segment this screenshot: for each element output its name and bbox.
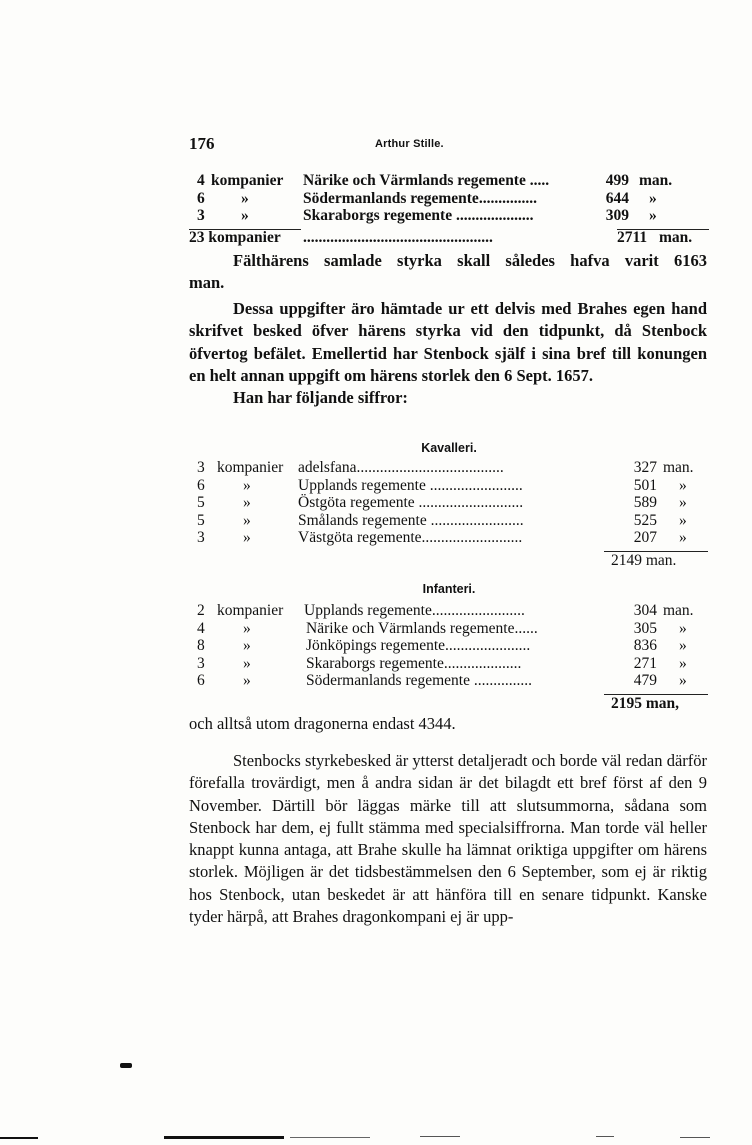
- scan-speck: [120, 1063, 132, 1068]
- table-row: [189, 477, 707, 495]
- kavalleri-total: [611, 552, 676, 570]
- row-name: [306, 672, 612, 690]
- conclusion-paragraph: [189, 250, 707, 295]
- conclusion-number: 6163: [674, 251, 707, 270]
- row-name: [298, 512, 610, 530]
- row-name: [306, 637, 612, 655]
- infanteri-heading: Infanteri.: [422, 582, 476, 596]
- row-measure: »: [679, 511, 687, 529]
- row-name-text: Jönköpings regemente: [306, 637, 446, 654]
- row-count: 2: [197, 602, 205, 619]
- row-count: 6: [197, 672, 205, 689]
- row-value: 309: [605, 207, 629, 224]
- row-measure: »: [679, 654, 687, 672]
- row-leader: ....................: [443, 654, 522, 672]
- row-leader: ......................: [445, 637, 531, 654]
- row-measure: »: [649, 207, 657, 224]
- row-name: [304, 602, 612, 620]
- row-unit: »: [243, 619, 251, 637]
- summary-text: och alltså utom dragonerna endast 4344.: [189, 714, 456, 733]
- row-value: 525: [633, 511, 657, 529]
- row-name-text: Upplands regemente: [304, 602, 432, 619]
- row-unit: »: [243, 529, 251, 546]
- table-row: [189, 207, 707, 225]
- paragraph-1-text: Dessa uppgifter äro hämtade ur ett delvis med Brahes egen hand skrifvet besked öfver härens styrka vid den tidpunkt, då Stenbock öfvertog befälet. Emellertid har Stenbock själf i sina bref till konungen en helt annan uppgift om härens storlek den 6 Sept. 1657.: [189, 299, 707, 385]
- row-value: 327: [633, 459, 657, 476]
- conclusion-text: Fälthärens samlade styrka skall således hafva varit: [233, 251, 659, 270]
- scan-mark: [290, 1137, 370, 1138]
- total-measure: man.: [645, 552, 677, 569]
- row-measure: man.: [663, 459, 694, 476]
- row-value: 644: [605, 189, 629, 207]
- row-name-text: Smålands regemente: [298, 511, 427, 529]
- table-row: [189, 529, 707, 547]
- row-value: 271: [633, 654, 657, 672]
- row-count: 8: [197, 637, 205, 654]
- infanteri-table: [189, 602, 707, 690]
- table-row: [189, 459, 707, 477]
- table-row: [189, 512, 707, 530]
- row-measure: »: [679, 476, 687, 494]
- row-unit: kompanier: [211, 172, 284, 189]
- row-unit: »: [243, 511, 251, 529]
- scan-mark: [420, 1136, 460, 1137]
- total-value: 2149: [611, 552, 642, 569]
- row-count: 3: [197, 529, 205, 546]
- row-leader: ....................: [455, 207, 534, 224]
- total-row: [189, 229, 707, 247]
- row-measure: »: [679, 619, 687, 637]
- row-name-text: Östgöta regemente: [298, 494, 415, 511]
- row-name: [303, 190, 603, 208]
- paragraph-2: [189, 750, 707, 928]
- total-value: 2195: [611, 695, 642, 712]
- conclusion-end: man.: [189, 273, 225, 293]
- row-leader: ..........................: [421, 529, 523, 546]
- row-count: 5: [197, 494, 205, 511]
- page-header: [189, 134, 709, 154]
- table-row: [189, 655, 707, 673]
- row-count: 4: [197, 172, 205, 189]
- row-leader: ......: [514, 619, 538, 637]
- table-row: [189, 172, 707, 190]
- row-value: 499: [605, 172, 629, 189]
- row-name-text: Skaraborgs regemente: [303, 207, 453, 224]
- row-name: [306, 620, 612, 638]
- row-leader: ...............: [478, 189, 537, 207]
- row-unit: »: [243, 672, 251, 689]
- row-leader: ........................: [430, 511, 524, 529]
- row-measure: man.: [639, 172, 673, 189]
- row-measure: »: [679, 494, 687, 511]
- row-measure: »: [679, 672, 687, 689]
- table-row: [189, 602, 707, 620]
- row-value: 305: [633, 619, 657, 637]
- row-measure: »: [679, 529, 687, 546]
- row-name: [298, 494, 610, 512]
- row-name-text: Västgöta regemente: [298, 529, 422, 546]
- row-count: 4: [197, 619, 205, 637]
- row-name: [298, 459, 610, 477]
- row-unit: »: [243, 494, 251, 511]
- row-unit: »: [243, 637, 251, 654]
- row-name-text: Skaraborgs regemente: [306, 654, 444, 672]
- running-head: Arthur Stille.: [375, 138, 444, 150]
- table-row: [189, 672, 707, 690]
- row-count: 3: [197, 207, 205, 224]
- row-value: 501: [633, 476, 657, 494]
- row-value: 207: [633, 529, 657, 546]
- kavalleri-table: [189, 459, 707, 547]
- row-unit: kompanier: [217, 459, 284, 476]
- table-row: [189, 494, 707, 512]
- row-name-text: Närike och Värmlands regemente: [303, 172, 526, 189]
- row-measure: »: [649, 189, 657, 207]
- row-count: 6: [197, 189, 205, 207]
- row-name-text: Närike och Värmlands regemente: [306, 619, 515, 637]
- paragraph-1: [189, 298, 707, 409]
- row-name-text: Södermanlands regemente: [306, 672, 470, 689]
- table-1-total: [189, 229, 707, 247]
- total-measure: man,: [645, 695, 680, 712]
- row-name: [303, 207, 603, 225]
- regiment-table-1: [189, 172, 707, 225]
- row-leader: ......................................: [356, 459, 504, 476]
- total-leader: .................................................: [303, 229, 493, 246]
- scan-mark: [164, 1136, 284, 1139]
- row-leader: .....: [529, 172, 550, 189]
- total-measure: man.: [659, 229, 693, 246]
- row-name: [306, 655, 612, 673]
- row-leader: ........................: [431, 602, 525, 619]
- row-unit: kompanier: [217, 602, 284, 619]
- row-name: [303, 172, 603, 190]
- page-number: 176: [189, 134, 215, 153]
- table-row: [189, 190, 707, 208]
- row-count: 3: [197, 654, 205, 672]
- row-name: [298, 529, 610, 547]
- scan-mark: [596, 1136, 614, 1137]
- row-unit: »: [241, 207, 249, 224]
- row-value: 836: [633, 637, 657, 654]
- table-row: [189, 620, 707, 638]
- row-unit: »: [243, 654, 251, 672]
- scan-mark: [0, 1137, 38, 1139]
- paragraph-2-text: Stenbocks styrkebesked är ytterst detaljeradt och borde väl redan därför förefalla trovärdigt, men å andra sidan är det bilagdt ett bref först af den 9 November. Därtill bör läggas märke till att slutsummorna, sådana som Stenbock har dem, ej fullt stämma med specialsiffrorna. Man torde väl heller knappt kunna antaga, att Brahe skulle ha lämnat oriktiga uppgifter om härens storlek. Möjligen är det tidsbestämmelsen den 6 September, som ej är riktig hos Stenbock, utan beskedet är att hänföra till en senare tidpunkt. Kanske tyder härpå, att Brahes dragonkompani ej är upp-: [189, 751, 707, 927]
- row-unit: »: [241, 189, 249, 207]
- row-name: [298, 477, 610, 495]
- conclusion-line: [189, 250, 707, 272]
- row-count: 5: [197, 511, 205, 529]
- summary-line: [189, 713, 707, 735]
- row-measure: »: [679, 637, 687, 654]
- row-count: 6: [197, 476, 205, 494]
- row-unit: »: [243, 476, 251, 494]
- infanteri-total: [611, 695, 679, 713]
- row-leader: ...........................: [418, 494, 524, 511]
- kavalleri-heading: Kavalleri.: [421, 441, 477, 455]
- row-leader: ...............: [473, 672, 532, 689]
- row-value: 589: [633, 494, 657, 511]
- table-row: [189, 637, 707, 655]
- row-name-text: adelsfana: [298, 459, 357, 476]
- total-label: 23 kompanier: [189, 229, 281, 246]
- row-count: 3: [197, 459, 205, 476]
- row-value: 479: [633, 672, 657, 689]
- row-name-text: Upplands regemente: [298, 476, 426, 494]
- row-name-text: Södermanlands regemente: [303, 189, 479, 207]
- row-measure: man.: [663, 602, 694, 619]
- row-value: 304: [633, 602, 657, 619]
- total-value: 2711: [617, 229, 648, 246]
- scan-mark: [680, 1137, 710, 1138]
- row-leader: ........................: [429, 476, 523, 494]
- paragraph-1-line-2: Han har följande siffror:: [233, 388, 408, 408]
